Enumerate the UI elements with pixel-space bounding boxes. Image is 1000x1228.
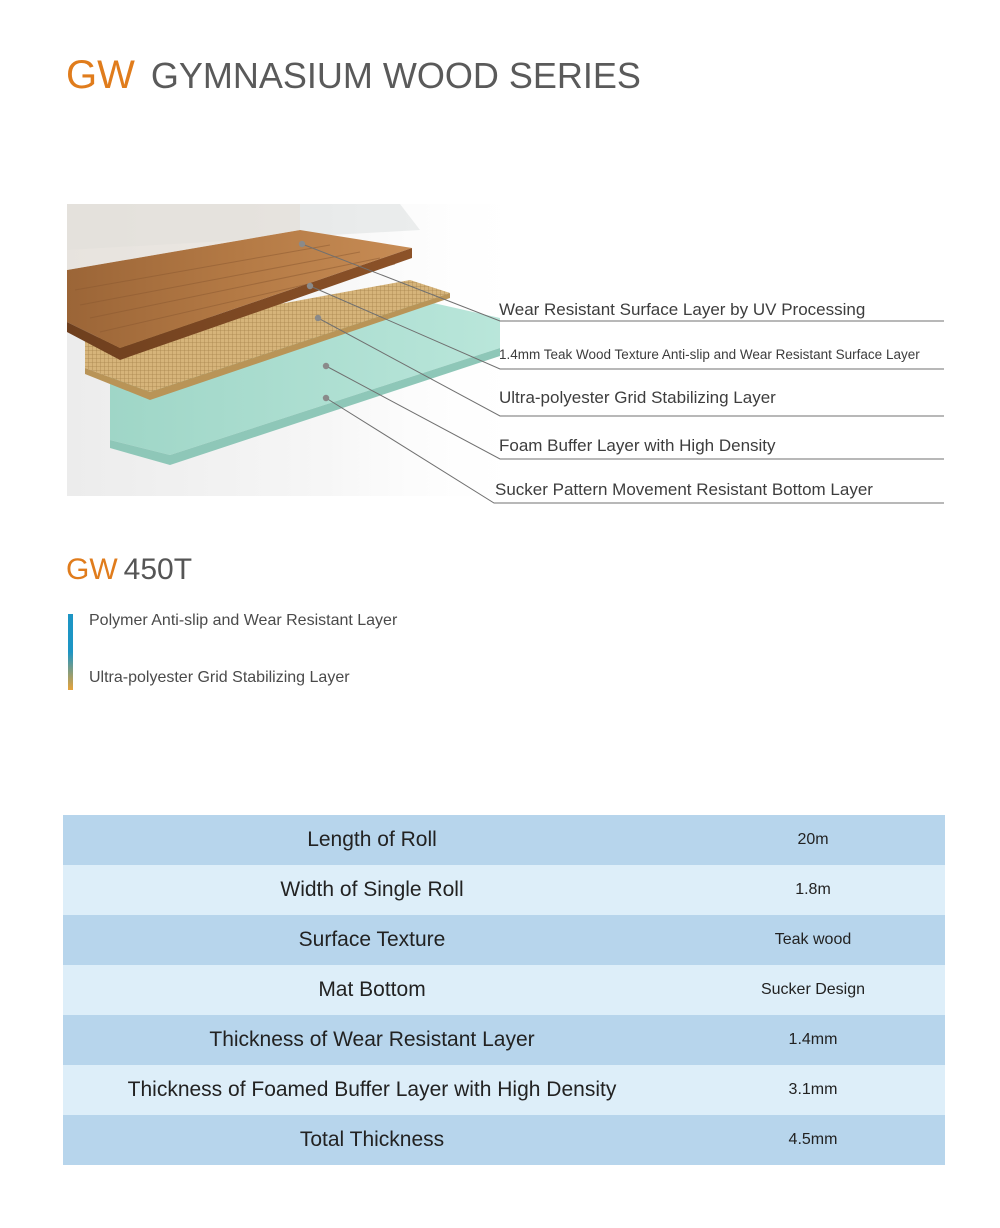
callout-uv-surface-layer: Wear Resistant Surface Layer by UV Processing [499,300,866,319]
spec-name: Mat Bottom [318,978,426,1001]
spec-name: Width of Single Roll [280,878,464,901]
spec-row [63,865,945,915]
model-number: 450T [123,553,193,586]
spec-row [63,1065,945,1115]
layer-diagram [0,190,1000,520]
spec-name: Surface Texture [298,928,446,951]
spec-name: Length of Roll [307,828,437,851]
spec-name: Thickness of Foamed Buffer Layer with High Density [127,1078,617,1101]
series-name: GYMNASIUM WOOD SERIES [150,55,641,96]
model-title [66,552,192,588]
spec-row [63,965,945,1015]
brand-name: GW [66,53,135,97]
spec-row [63,915,945,965]
layer-color-bar [68,614,73,690]
callout-grid-layer: Ultra-polyester Grid Stabilizing Layer [499,388,776,407]
spec-value: 3.1mm [788,1081,838,1098]
spec-value: Teak wood [774,931,852,948]
spec-value: 4.5mm [788,1131,838,1148]
spec-name: Thickness of Wear Resistant Layer [209,1028,535,1051]
layer-label-polymer: Polymer Anti-slip and Wear Resistant Layer [89,612,398,629]
spec-value: 20m [797,831,829,848]
layer-label-grid: Ultra-polyester Grid Stabilizing Layer [89,669,350,686]
spec-table [63,815,945,1165]
spec-value: Sucker Design [760,981,866,998]
spec-row [63,815,945,865]
spec-name: Total Thickness [299,1128,445,1151]
callout-foam-layer: Foam Buffer Layer with High Density [499,436,776,455]
spec-row [63,1115,945,1165]
model-brand: GW [66,553,118,586]
spec-value: 1.8m [795,881,831,898]
callout-bottom-layer: Sucker Pattern Movement Resistant Bottom Layer [495,480,873,499]
page-title [66,52,641,99]
spec-value: 1.4mm [788,1031,838,1048]
callout-teak-wood-layer: 1.4mm Teak Wood Texture Anti-slip and Wear Resistant Surface Layer [499,347,920,362]
spec-row [63,1015,945,1065]
